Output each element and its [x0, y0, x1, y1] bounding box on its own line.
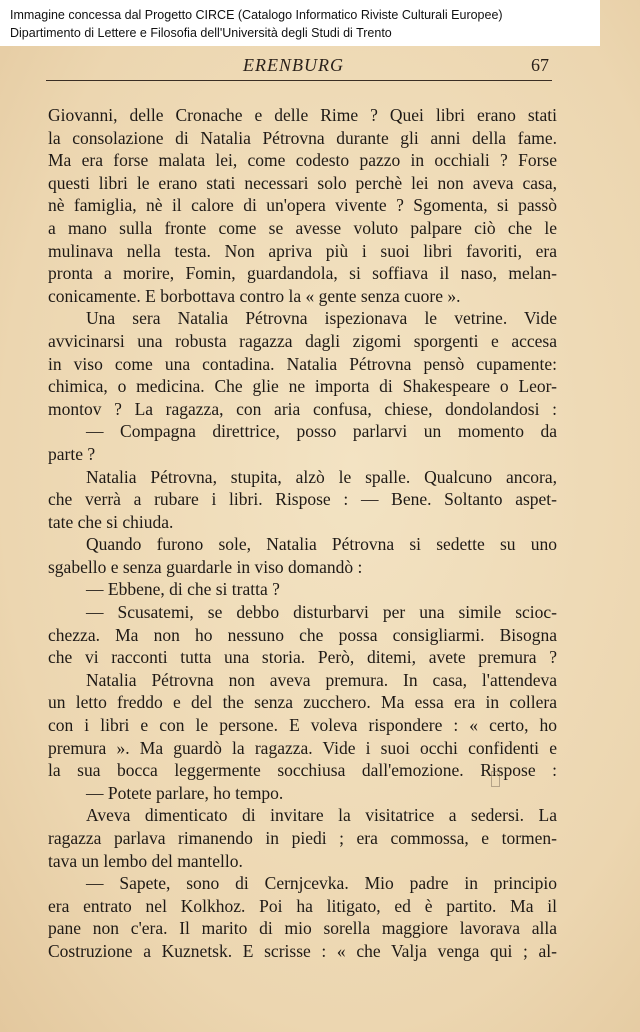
text-line: parte ?	[48, 443, 96, 464]
text-line: con i libri e con le persone. E voleva rispondere : « certo, ho	[48, 715, 557, 736]
text-line: chezza. Ma non ho nessuno che possa consigliarmi. Bisogna	[48, 624, 557, 645]
credit-banner	[0, 0, 600, 46]
text-line: mulinava nella testa. Non apriva più i suoi libri favoriti, era	[48, 240, 557, 261]
page-number: 67	[531, 55, 549, 75]
text-line: conicamente. E borbottava contro la « gente senza cuore ».	[48, 285, 461, 306]
text-line: tate che si chiuda.	[48, 511, 174, 532]
text-line: Giovanni, delle Cronache e delle Rime ? Quei libri erano stati	[48, 105, 557, 125]
text-line: Una sera Natalia Pétrovna ispezionava le vetrine. Vide	[86, 308, 557, 329]
text-line: nè famiglia, nè il calore di un'opera vivente ? Sgomenta, si passò	[48, 195, 557, 216]
text-line: sgabello e senza guardarle in viso domandò :	[48, 556, 363, 577]
text-line: chimica, o medicina. Che glie ne importa di Shakespeare o Leor-	[48, 376, 557, 397]
text-line: a mano sulla fronte come se avesse voluto palpare ciò che le	[48, 217, 557, 238]
header-rule	[46, 80, 552, 81]
text-line: un letto freddo e del the senza zucchero. Ma essa era in collera	[48, 692, 557, 713]
text-line: Ma era forse malata lei, come codesto pazzo in occhiali ? Forse	[48, 150, 557, 171]
text-line: pane non c'era. Il marito di mio sorella maggiore lavorava alla	[48, 918, 557, 939]
text-line: che vi racconti tutta una storia. Però, ditemi, avete premura ?	[48, 647, 557, 668]
text-line: premura ». Ma guardò la ragazza. Vide i suoi occhi confidenti e	[48, 737, 557, 758]
text-line: — Potete parlare, ho tempo.	[86, 782, 284, 803]
text-line: che verrà a rubare i libri. Rispose : — Bene. Soltanto aspet-	[48, 489, 557, 510]
text-line: — Compagna direttrice, posso parlarvi un momento da	[86, 421, 557, 442]
credit-line-1: Immagine concessa dal Progetto CIRCE (Catalogo Informatico Riviste Culturali Europee)	[10, 8, 503, 22]
text-line: Natalia Pétrovna non aveva premura. In casa, l'attendeva	[86, 669, 557, 690]
text-line: — Scusatemi, se debbo disturbarvi per una simile scioc-	[86, 602, 557, 623]
body-text	[48, 104, 557, 963]
text-line: Aveva dimenticato di invitare la visitatrice a sedersi. La	[86, 805, 557, 826]
scan-mark	[491, 771, 500, 787]
text-line: Natalia Pétrovna, stupita, alzò le spalle. Qualcuno ancora,	[86, 466, 557, 487]
text-line: la consolazione di Natalia Pétrovna durante gli anni della fame.	[48, 127, 557, 148]
text-line: la sua bocca leggermente socchiusa dall'emozione. Rispose :	[48, 760, 557, 781]
text-line: pronta a morire, Fomin, guardandola, si soffiava il naso, melan-	[48, 263, 557, 284]
text-line: tava un lembo del mantello.	[48, 850, 243, 871]
running-title: ERENBURG	[243, 55, 344, 75]
text-line: ragazza parlava rimanendo in piedi ; era commossa, e tormen-	[48, 828, 557, 848]
text-line: montov ? La ragazza, con aria confusa, chiese, dondolandosi :	[48, 398, 557, 419]
text-line: avvicinarsi una robusta ragazza dagli zigomi sporgenti e accesa	[48, 330, 557, 351]
text-line: in viso come una contadina. Natalia Pétrovna pensò cupamente:	[48, 353, 557, 374]
text-line: era entrato nel Kolkhoz. Poi ha litigato, ed è partito. Ma il	[48, 895, 557, 916]
text-line: questi libri le erano stati necessari solo perchè lei non aveva casa,	[48, 172, 557, 193]
text-line: — Ebbene, di che si tratta ?	[86, 579, 280, 600]
text-line: Costruzione a Kuznetsk. E scrisse : « che Valja venga qui ; al-	[48, 940, 557, 961]
text-line: — Sapete, sono di Cernjcevka. Mio padre in principio	[86, 873, 557, 894]
text-line: Quando furono sole, Natalia Pétrovna si sedette su uno	[86, 534, 557, 555]
credit-line-2: Dipartimento di Lettere e Filosofia dell'Università degli Studi di Trento	[10, 26, 392, 40]
